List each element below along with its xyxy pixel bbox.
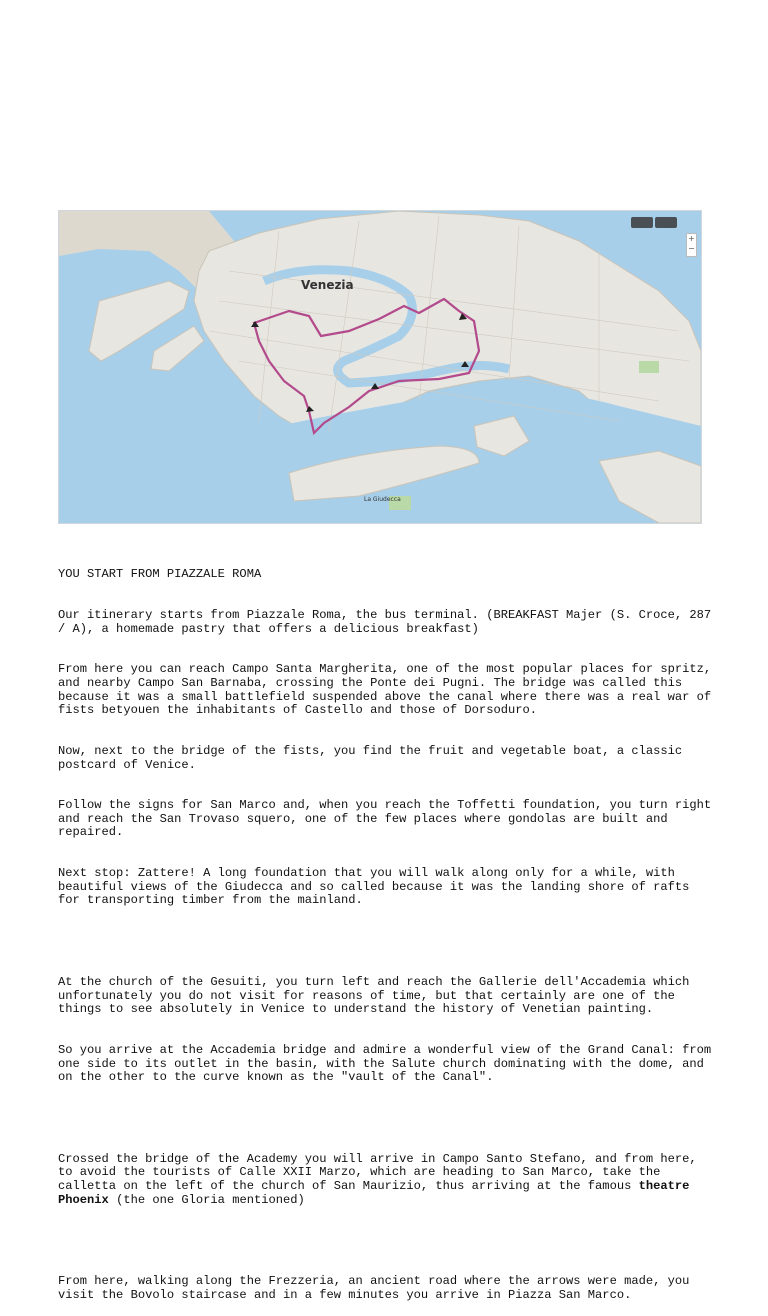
section-heading: YOU START FROM PIAZZALE ROMA — [58, 567, 262, 582]
zoom-in-button[interactable]: + — [688, 234, 695, 243]
paragraph-margherita: From here you can reach Campo Santa Margherita, one of the most popular places for spritz, and nearby Campo San Barnaba, crossing the Ponte dei Pugni. The bridge was called this because it was a small battlefield suspended above the canal where there was a real war of fists betyouen the inhabitants of Castello and those of Dorsoduro. — [58, 662, 719, 718]
paragraph-start: Our itinerary starts from Piazzale Roma, the bus terminal. (BREAKFAST Majer (S. Croce, 287 / A), a homemade pastry that offers a delicious breakfast) — [58, 607, 719, 636]
paragraph-zattere: Next stop: Zattere! A long foundation that you will walk along only for a while, with beautiful views of the Giudecca and so called because it was the landing shore of rafts for transporting timber from the mainland. — [58, 866, 697, 908]
theatre-name: theatre Phoenix — [58, 1178, 697, 1207]
paragraph-accademia: At the church of the Gesuiti, you turn left and reach the Gallerie dell'Accademia which unfortunately you do not visit for reasons of time, but that certainly are one of the things to see absolutely in Venice to understand the history of Venetian painting. — [58, 975, 697, 1017]
camera-icon[interactable] — [631, 217, 653, 228]
itinerary-map[interactable] — [58, 210, 702, 524]
text-segment: (the one Gloria mentioned) — [108, 1192, 305, 1207]
zoom-control[interactable] — [686, 233, 697, 257]
text-segment: Crossed the bridge of the Academy you will arrive in Campo Santo Stefano, and from here, to avoid the tourists of Calle XXII Marzo, which are heading to San Marco, take the calletta on the left of the church of San Maurizio, thus arriving at the famous — [58, 1151, 704, 1193]
itinerary-text — [58, 541, 718, 1316]
map-canvas — [59, 211, 701, 523]
gardens-area — [639, 361, 659, 373]
paragraph-bridge: So you arrive at the Accademia bridge and admire a wonderful view of the Grand Canal: from one side to its outlet in the basin, with the Salute church dominating with the dome, and on the other to the curve known as the "vault of the Canal". — [58, 1042, 719, 1085]
paragraph-fruit-boat: Now, next to the bridge of the fists, you find the fruit and vegetable boat, a classic postcard of Venice. — [58, 743, 690, 772]
giudecca-label: La Giudecca — [364, 496, 401, 503]
zoom-out-button[interactable]: − — [688, 244, 695, 253]
city-label: Venezia — [301, 278, 354, 292]
paragraph-santo-stefano — [58, 1153, 718, 1207]
paragraph-frezzeria: From here, walking along the Frezzeria, an ancient road where the arrows were made, you visit the Bovolo staircase and in a few minutes you arrive in Piazza San Marco. — [58, 1274, 697, 1302]
paragraph-san-trovaso: Follow the signs for San Marco and, when you reach the Toffetti foundation, you turn right and reach the San Trovaso squero, one of the few places where gondolas are built and repaired. — [58, 798, 719, 840]
layers-icon[interactable] — [655, 217, 677, 228]
